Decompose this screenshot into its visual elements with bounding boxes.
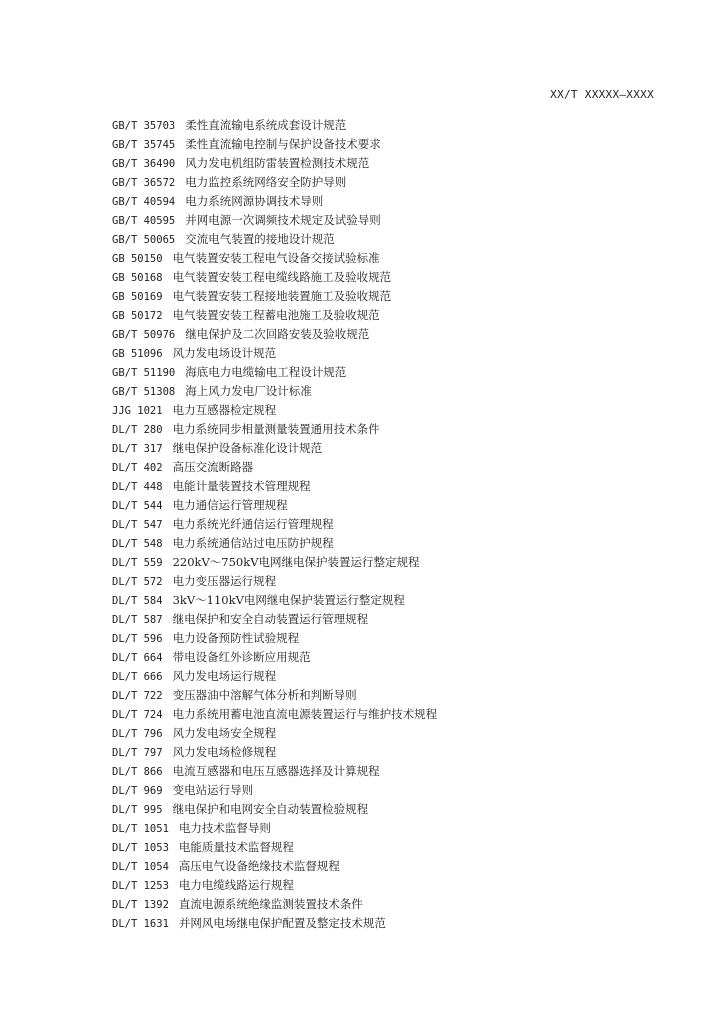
reference-item	[112, 629, 437, 648]
standard-title: 并网电源一次调频技术规定及试验导则	[185, 213, 381, 227]
standard-code: DL/T 664	[112, 652, 163, 664]
reference-item	[112, 914, 437, 933]
standard-title: 变压器油中溶解气体分析和判断导则	[172, 688, 357, 702]
standard-title: 电力通信运行管理规程	[172, 498, 288, 512]
reference-item	[112, 743, 437, 762]
reference-item	[112, 287, 437, 306]
standard-code: DL/T 796	[112, 728, 163, 740]
reference-item	[112, 876, 437, 895]
standard-code: DL/T 280	[112, 424, 163, 436]
standard-code: GB/T 51308	[112, 386, 176, 398]
standard-title: 电能质量技术监督规程	[178, 840, 294, 854]
standard-title: 电力系统网源协调技术导则	[185, 194, 324, 208]
standard-title: 电力互感器检定规程	[172, 403, 277, 417]
standard-code: DL/T 969	[112, 785, 163, 797]
reference-item	[112, 572, 437, 591]
reference-item	[112, 553, 437, 572]
standard-code: DL/T 797	[112, 747, 163, 759]
reference-item	[112, 420, 437, 439]
standard-code: GB/T 36572	[112, 177, 176, 189]
standard-title: 电力系统用蓄电池直流电源装置运行与维护技术规程	[172, 707, 438, 721]
standard-code: DL/T 1253	[112, 880, 169, 892]
reference-item	[112, 895, 437, 914]
reference-item	[112, 800, 437, 819]
reference-item	[112, 249, 437, 268]
standard-code: GB 50169	[112, 291, 163, 303]
standard-title: 高压交流断路器	[172, 460, 254, 474]
standard-title: 220kV～750kV电网继电保护装置运行整定规程	[172, 555, 420, 569]
standard-title: 风力发电机组防雷装置检测技术规范	[185, 156, 370, 170]
normative-reference-list	[112, 116, 437, 933]
standard-code: DL/T 402	[112, 462, 163, 474]
standard-code: GB/T 40594	[112, 196, 176, 208]
standard-title: 电力系统光纤通信运行管理规程	[172, 517, 334, 531]
standard-title: 电力系统通信站过电压防护规程	[172, 536, 334, 550]
reference-item	[112, 135, 437, 154]
standard-code: GB/T 50976	[112, 329, 176, 341]
standard-title: 海上风力发电厂设计标准	[185, 384, 312, 398]
reference-item	[112, 667, 437, 686]
reference-item	[112, 477, 437, 496]
standard-code: DL/T 548	[112, 538, 163, 550]
standard-title: 柔性直流输电系统成套设计规范	[185, 118, 347, 132]
reference-item	[112, 762, 437, 781]
standard-code: DL/T 587	[112, 614, 163, 626]
standard-title: 电力变压器运行规程	[172, 574, 277, 588]
standard-title: 电力设备预防性试验规程	[172, 631, 300, 645]
standard-title: 风力发电场运行规程	[172, 669, 277, 683]
document-code: XX/T XXXXX—XXXX	[550, 88, 654, 101]
standard-code: GB 50172	[112, 310, 163, 322]
standard-code: DL/T 666	[112, 671, 163, 683]
standard-title: 继电保护和安全自动装置运行管理规程	[172, 612, 369, 626]
standard-title: 并网风电场继电保护配置及整定技术规范	[178, 916, 386, 930]
standard-title: 风力发电场安全规程	[172, 726, 277, 740]
standard-code: GB/T 50065	[112, 234, 176, 246]
standard-code: DL/T 559	[112, 557, 163, 569]
reference-item	[112, 610, 437, 629]
standard-code: DL/T 724	[112, 709, 163, 721]
reference-item	[112, 458, 437, 477]
reference-item	[112, 857, 437, 876]
standard-title: 电气装置安装工程接地装置施工及验收规范	[172, 289, 392, 303]
standard-title: 电力系统同步相量测量装置通用技术条件	[172, 422, 380, 436]
standard-title: 继电保护及二次回路安装及验收规范	[185, 327, 370, 341]
standard-title: 风力发电场检修规程	[172, 745, 277, 759]
standard-title: 电气装置安装工程电气设备交接试验标准	[172, 251, 380, 265]
reference-item	[112, 192, 437, 211]
standard-code: DL/T 596	[112, 633, 163, 645]
standard-code: GB/T 51190	[112, 367, 176, 379]
standard-title: 继电保护设备标准化设计规范	[172, 441, 323, 455]
reference-item	[112, 154, 437, 173]
standard-code: GB/T 35703	[112, 120, 176, 132]
standard-title: 海底电力电缆输电工程设计规范	[185, 365, 347, 379]
standard-code: GB/T 40595	[112, 215, 176, 227]
reference-item	[112, 439, 437, 458]
standard-code: DL/T 448	[112, 481, 163, 493]
reference-item	[112, 268, 437, 287]
standard-title: 直流电源系统绝缘监测装置技术条件	[178, 897, 363, 911]
standard-title: 电力电缆线路运行规程	[178, 878, 294, 892]
reference-item	[112, 819, 437, 838]
reference-item	[112, 838, 437, 857]
standard-code: DL/T 722	[112, 690, 163, 702]
reference-item	[112, 306, 437, 325]
standard-code: GB 50150	[112, 253, 163, 265]
standard-title: 电气装置安装工程蓄电池施工及验收规范	[172, 308, 380, 322]
standard-code: GB 51096	[112, 348, 163, 360]
standard-title: 变电站运行导则	[172, 783, 254, 797]
standard-title: 高压电气设备绝缘技术监督规程	[178, 859, 340, 873]
standard-code: DL/T 1051	[112, 823, 169, 835]
standard-code: GB/T 35745	[112, 139, 176, 151]
reference-item	[112, 363, 437, 382]
reference-item	[112, 496, 437, 515]
reference-item	[112, 648, 437, 667]
standard-title: 电能计量装置技术管理规程	[172, 479, 311, 493]
reference-item	[112, 173, 437, 192]
reference-item	[112, 325, 437, 344]
standard-code: GB 50168	[112, 272, 163, 284]
standard-title: 电气装置安装工程电缆线路施工及验收规范	[172, 270, 392, 284]
reference-item	[112, 211, 437, 230]
reference-item	[112, 344, 437, 363]
reference-item	[112, 534, 437, 553]
standard-code: DL/T 1631	[112, 918, 169, 930]
reference-item	[112, 382, 437, 401]
standard-code: DL/T 1392	[112, 899, 169, 911]
reference-item	[112, 705, 437, 724]
reference-item	[112, 686, 437, 705]
standard-title: 电力监控系统网络安全防护导则	[185, 175, 347, 189]
standard-code: DL/T 866	[112, 766, 163, 778]
standard-title: 交流电气装置的接地设计规范	[185, 232, 335, 246]
standard-title: 继电保护和电网安全自动装置检验规程	[172, 802, 369, 816]
standard-code: DL/T 572	[112, 576, 163, 588]
standard-code: DL/T 584	[112, 595, 163, 607]
standard-code: GB/T 36490	[112, 158, 176, 170]
standard-title: 电流互感器和电压互感器选择及计算规程	[172, 764, 380, 778]
reference-item	[112, 724, 437, 743]
standard-code: DL/T 317	[112, 443, 163, 455]
standard-title: 电力技术监督导则	[178, 821, 271, 835]
standard-code: DL/T 544	[112, 500, 163, 512]
reference-item	[112, 591, 437, 610]
reference-item	[112, 230, 437, 249]
standard-code: DL/T 1053	[112, 842, 169, 854]
standard-title: 带电设备红外诊断应用规范	[172, 650, 311, 664]
standard-code: JJG 1021	[112, 405, 163, 417]
standard-title: 风力发电场设计规范	[172, 346, 277, 360]
reference-item	[112, 401, 437, 420]
standard-title: 柔性直流输电控制与保护设备技术要求	[185, 137, 381, 151]
reference-item	[112, 116, 437, 135]
reference-item	[112, 781, 437, 800]
standard-code: DL/T 547	[112, 519, 163, 531]
standard-code: DL/T 1054	[112, 861, 169, 873]
standard-code: DL/T 995	[112, 804, 163, 816]
reference-item	[112, 515, 437, 534]
standard-title: 3kV～110kV电网继电保护装置运行整定规程	[172, 593, 405, 607]
